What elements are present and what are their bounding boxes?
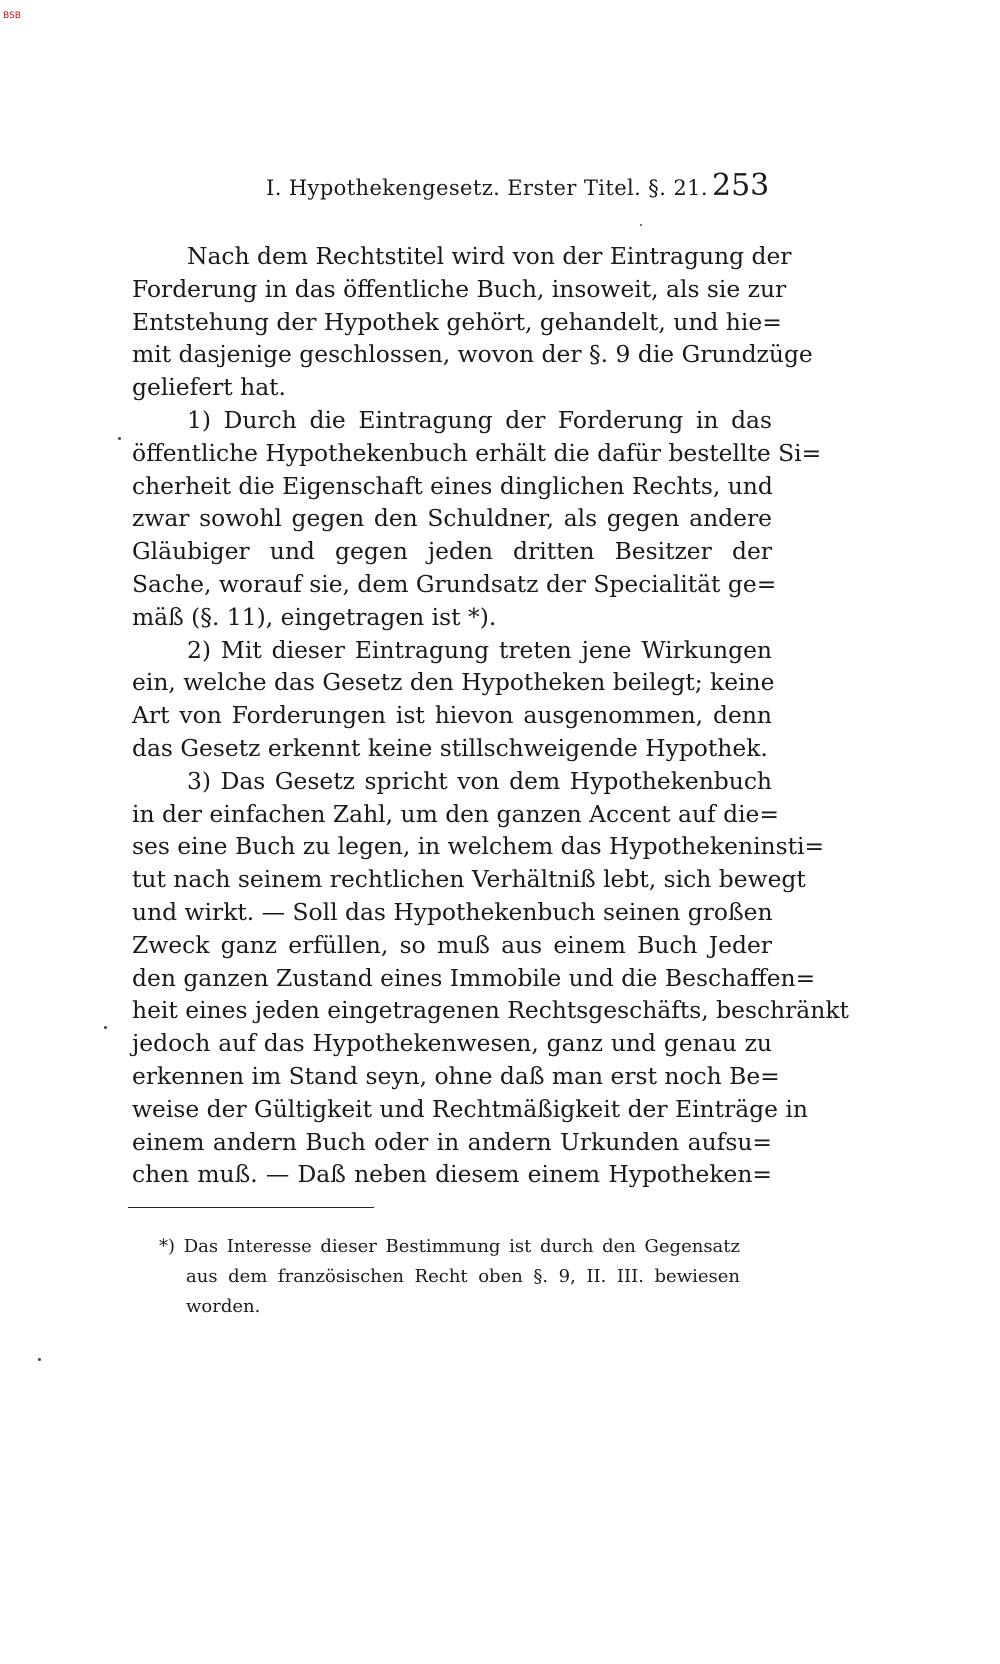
text-line: und wirkt. — Soll das Hypothekenbuch seinen großen	[132, 897, 773, 926]
text-line: chen muß. — Daß neben diesem einem Hypotheken=	[132, 1160, 772, 1189]
text-line: in der einfachen Zahl, um den ganzen Accent auf die=	[132, 799, 780, 828]
footnote-line: *) Das Interesse dieser Bestimmung ist durch den Gegensatz	[159, 1236, 740, 1257]
text-line: geliefert hat.	[132, 373, 286, 402]
library-stamp: BSB	[3, 11, 21, 21]
text-line: ein, welche das Gesetz den Hypotheken beilegt; keine	[132, 668, 775, 697]
text-line: Gläubiger und gegen jeden dritten Besitzer der	[132, 537, 772, 566]
text-line: Forderung in das öffentliche Buch, insoweit, als sie zur	[132, 274, 787, 303]
text-line: ses eine Buch zu legen, in welchem das Hypothekeninsti=	[132, 832, 825, 861]
text-line: einem andern Buch oder in andern Urkunden aufsu=	[132, 1127, 772, 1156]
text-line: Art von Forderungen ist hievon ausgenommen, denn	[132, 701, 772, 730]
text-line: 1) Durch die Eintragung der Forderung in das	[187, 405, 772, 434]
footnote-line: worden.	[186, 1296, 261, 1317]
footnote	[159, 1232, 740, 1322]
text-line: Entstehung der Hypothek gehört, gehandelt, und hie=	[132, 307, 782, 336]
text-line: cherheit die Eigenschaft eines dinglichen Rechts, und	[132, 471, 773, 500]
text-line: jedoch auf das Hypothekenwesen, ganz und genau zu	[132, 1029, 772, 1058]
footnote-divider	[128, 1207, 374, 1208]
text-line: den ganzen Zustand eines Immobile und die Beschaffen=	[132, 963, 816, 992]
scan-speck	[38, 1358, 41, 1361]
text-line: Nach dem Rechtstitel wird von der Eintragung der	[187, 242, 792, 270]
text-line: zwar sowohl gegen den Schuldner, als gegen andere	[132, 504, 772, 533]
text-line: weise der Gültigkeit und Rechtmäßigkeit der Einträge in	[132, 1094, 808, 1123]
text-line: tut nach seinem rechtlichen Verhältniß lebt, sich bewegt	[132, 865, 806, 894]
scan-speck	[104, 1026, 107, 1029]
text-line: 3) Das Gesetz spricht von dem Hypothekenbuch	[187, 766, 772, 795]
text-line: das Gesetz erkennt keine stillschweigende Hypothek.	[132, 733, 768, 762]
text-line: 2) Mit dieser Eintragung treten jene Wirkungen	[187, 635, 772, 664]
text-line: Sache, worauf sie, dem Grundsatz der Specialität ge=	[132, 569, 777, 598]
page-number: 253	[712, 168, 770, 203]
running-head: I. Hypothekengesetz. Erster Titel. §. 21.	[266, 176, 708, 200]
scan-speck	[640, 224, 642, 226]
text-line: öffentliche Hypothekenbuch erhält die dafür bestellte Si=	[132, 438, 822, 467]
main-text	[132, 240, 849, 1191]
text-line: mäß (§. 11), eingetragen ist *).	[132, 602, 497, 631]
text-line: mit dasjenige geschlossen, wovon der §. 9 die Grundzüge	[132, 340, 813, 369]
scan-speck	[118, 437, 121, 440]
text-line: heit eines jeden eingetragenen Rechtsgeschäfts, beschränkt	[132, 996, 849, 1025]
text-line: Zweck ganz erfüllen, so muß aus einem Buch Jeder	[132, 930, 772, 959]
text-line: erkennen im Stand seyn, ohne daß man erst noch Be=	[132, 1061, 780, 1090]
footnote-line: aus dem französischen Recht oben §. 9, II. III. bewiesen	[186, 1266, 740, 1287]
